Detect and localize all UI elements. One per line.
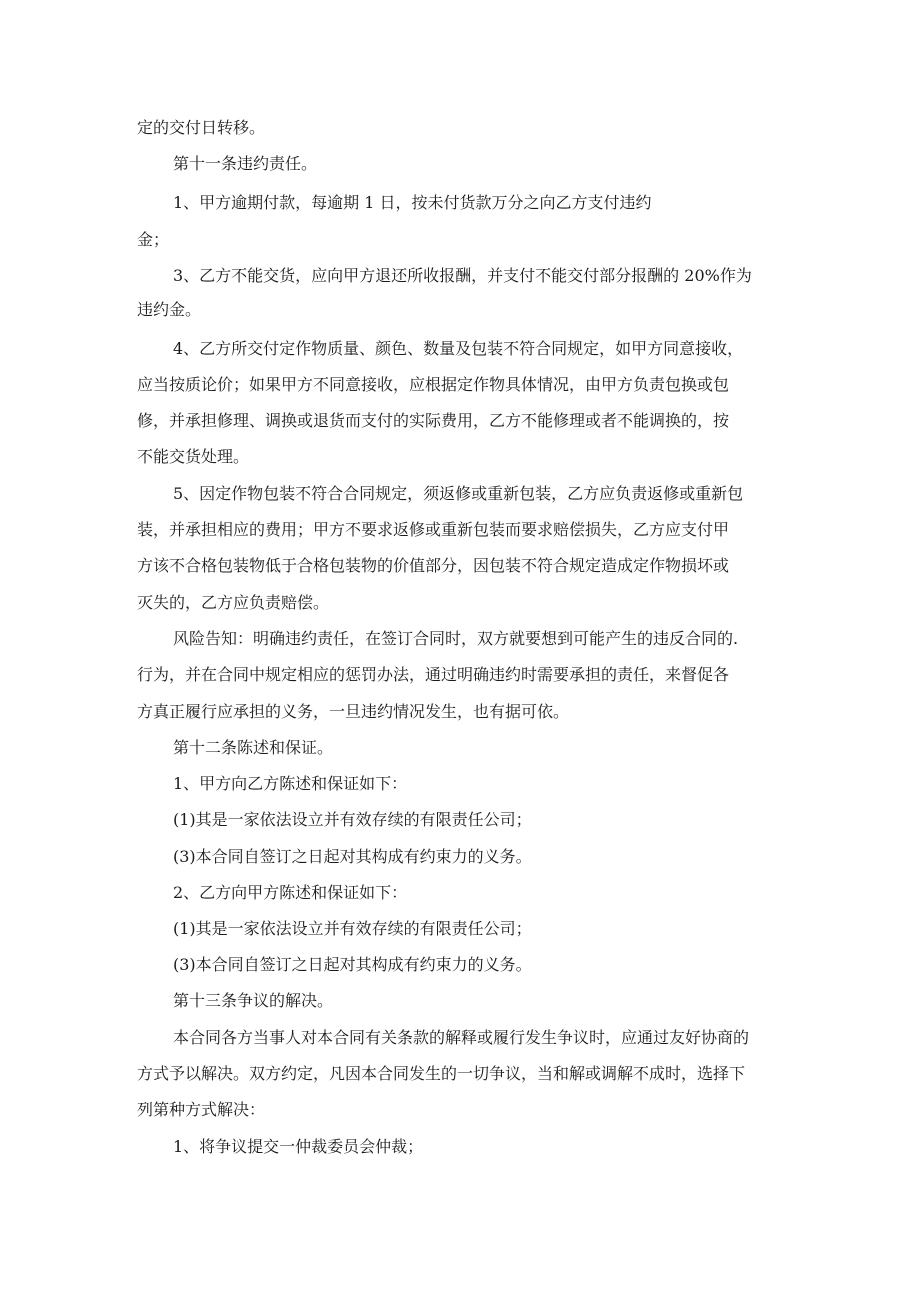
clause-heading: 第十一条违约责任。: [173, 154, 318, 173]
clause-heading: 第十二条陈述和保证。: [173, 738, 334, 757]
text-line: (1)其是一家依法设立并有效存续的有限责任公司；: [173, 919, 532, 938]
text-line: 列第种方式解决：: [137, 1100, 266, 1119]
text-line: 装，并承担相应的费用；甲方不要求返修或重新包装而要求赔偿损失，乙方应支付甲: [137, 520, 730, 539]
text-line: 方式予以解决。双方约定，凡因本合同发生的一切争议，当和解或调解不成时，选择下: [137, 1064, 746, 1083]
text-line: 1、将争议提交一仲裁委员会仲裁；: [173, 1137, 424, 1156]
text-line: 4、乙方所交付定作物质量、颜色、数量及包装不符合同规定，如甲方同意接收，: [173, 339, 744, 358]
text-line: (1)其是一家依法设立并有效存续的有限责任公司；: [173, 810, 532, 829]
text-line: 5、因定作物包装不符合合同规定，须返修或重新包装，乙方应负责返修或重新包: [173, 484, 744, 503]
text-line: 1、甲方向乙方陈述和保证如下：: [173, 774, 408, 793]
text-line: 方真正履行应承担的义务，一旦违约情况发生，也有据可依。: [137, 702, 570, 721]
text-line: 违约金。: [137, 300, 202, 319]
text-line: (3)本合同自签订之日起对其构成有约束力的义务。: [173, 847, 532, 866]
text-line: 风险告知：明确违约责任，在签订合同时，双方就要想到可能产生的违反合同的.: [173, 629, 739, 648]
text-line: 不能交货处理。: [137, 447, 250, 466]
text-line: 修，并承担修理、调换或退货而支付的实际费用，乙方不能修理或者不能调换的，按: [137, 411, 730, 430]
text-line: 本合同各方当事人对本合同有关条款的解释或履行发生争议时，应通过友好协商的: [173, 1028, 750, 1047]
text-line: 定的交付日转移。: [137, 118, 266, 137]
text-line: 3、乙方不能交货，应向甲方退还所收报酬，并支付不能交付部分报酬的 20%作为: [173, 266, 752, 285]
text-line: 金；: [137, 230, 170, 249]
text-line: 灭失的，乙方应负责赔偿。: [137, 593, 330, 612]
text-line: 应当按质论价；如果甲方不同意接收，应根据定作物具体情况，由甲方负责包换或包: [137, 375, 730, 394]
text-line: (3)本合同自签订之日起对其构成有约束力的义务。: [173, 955, 532, 974]
text-line: 1、甲方逾期付款，每逾期 1 日，按未付货款万分之向乙方支付违约: [173, 193, 652, 212]
text-line: 行为，并在合同中规定相应的惩罚办法，通过明确违约时需要承担的责任，来督促各: [137, 665, 730, 684]
text-line: 方该不合格包装物低于合格包装物的价值部分，因包装不符合规定造成定作物损坏或: [137, 556, 730, 575]
text-line: 2、乙方向甲方陈述和保证如下：: [173, 883, 408, 902]
clause-heading: 第十三条争议的解决。: [173, 991, 334, 1010]
